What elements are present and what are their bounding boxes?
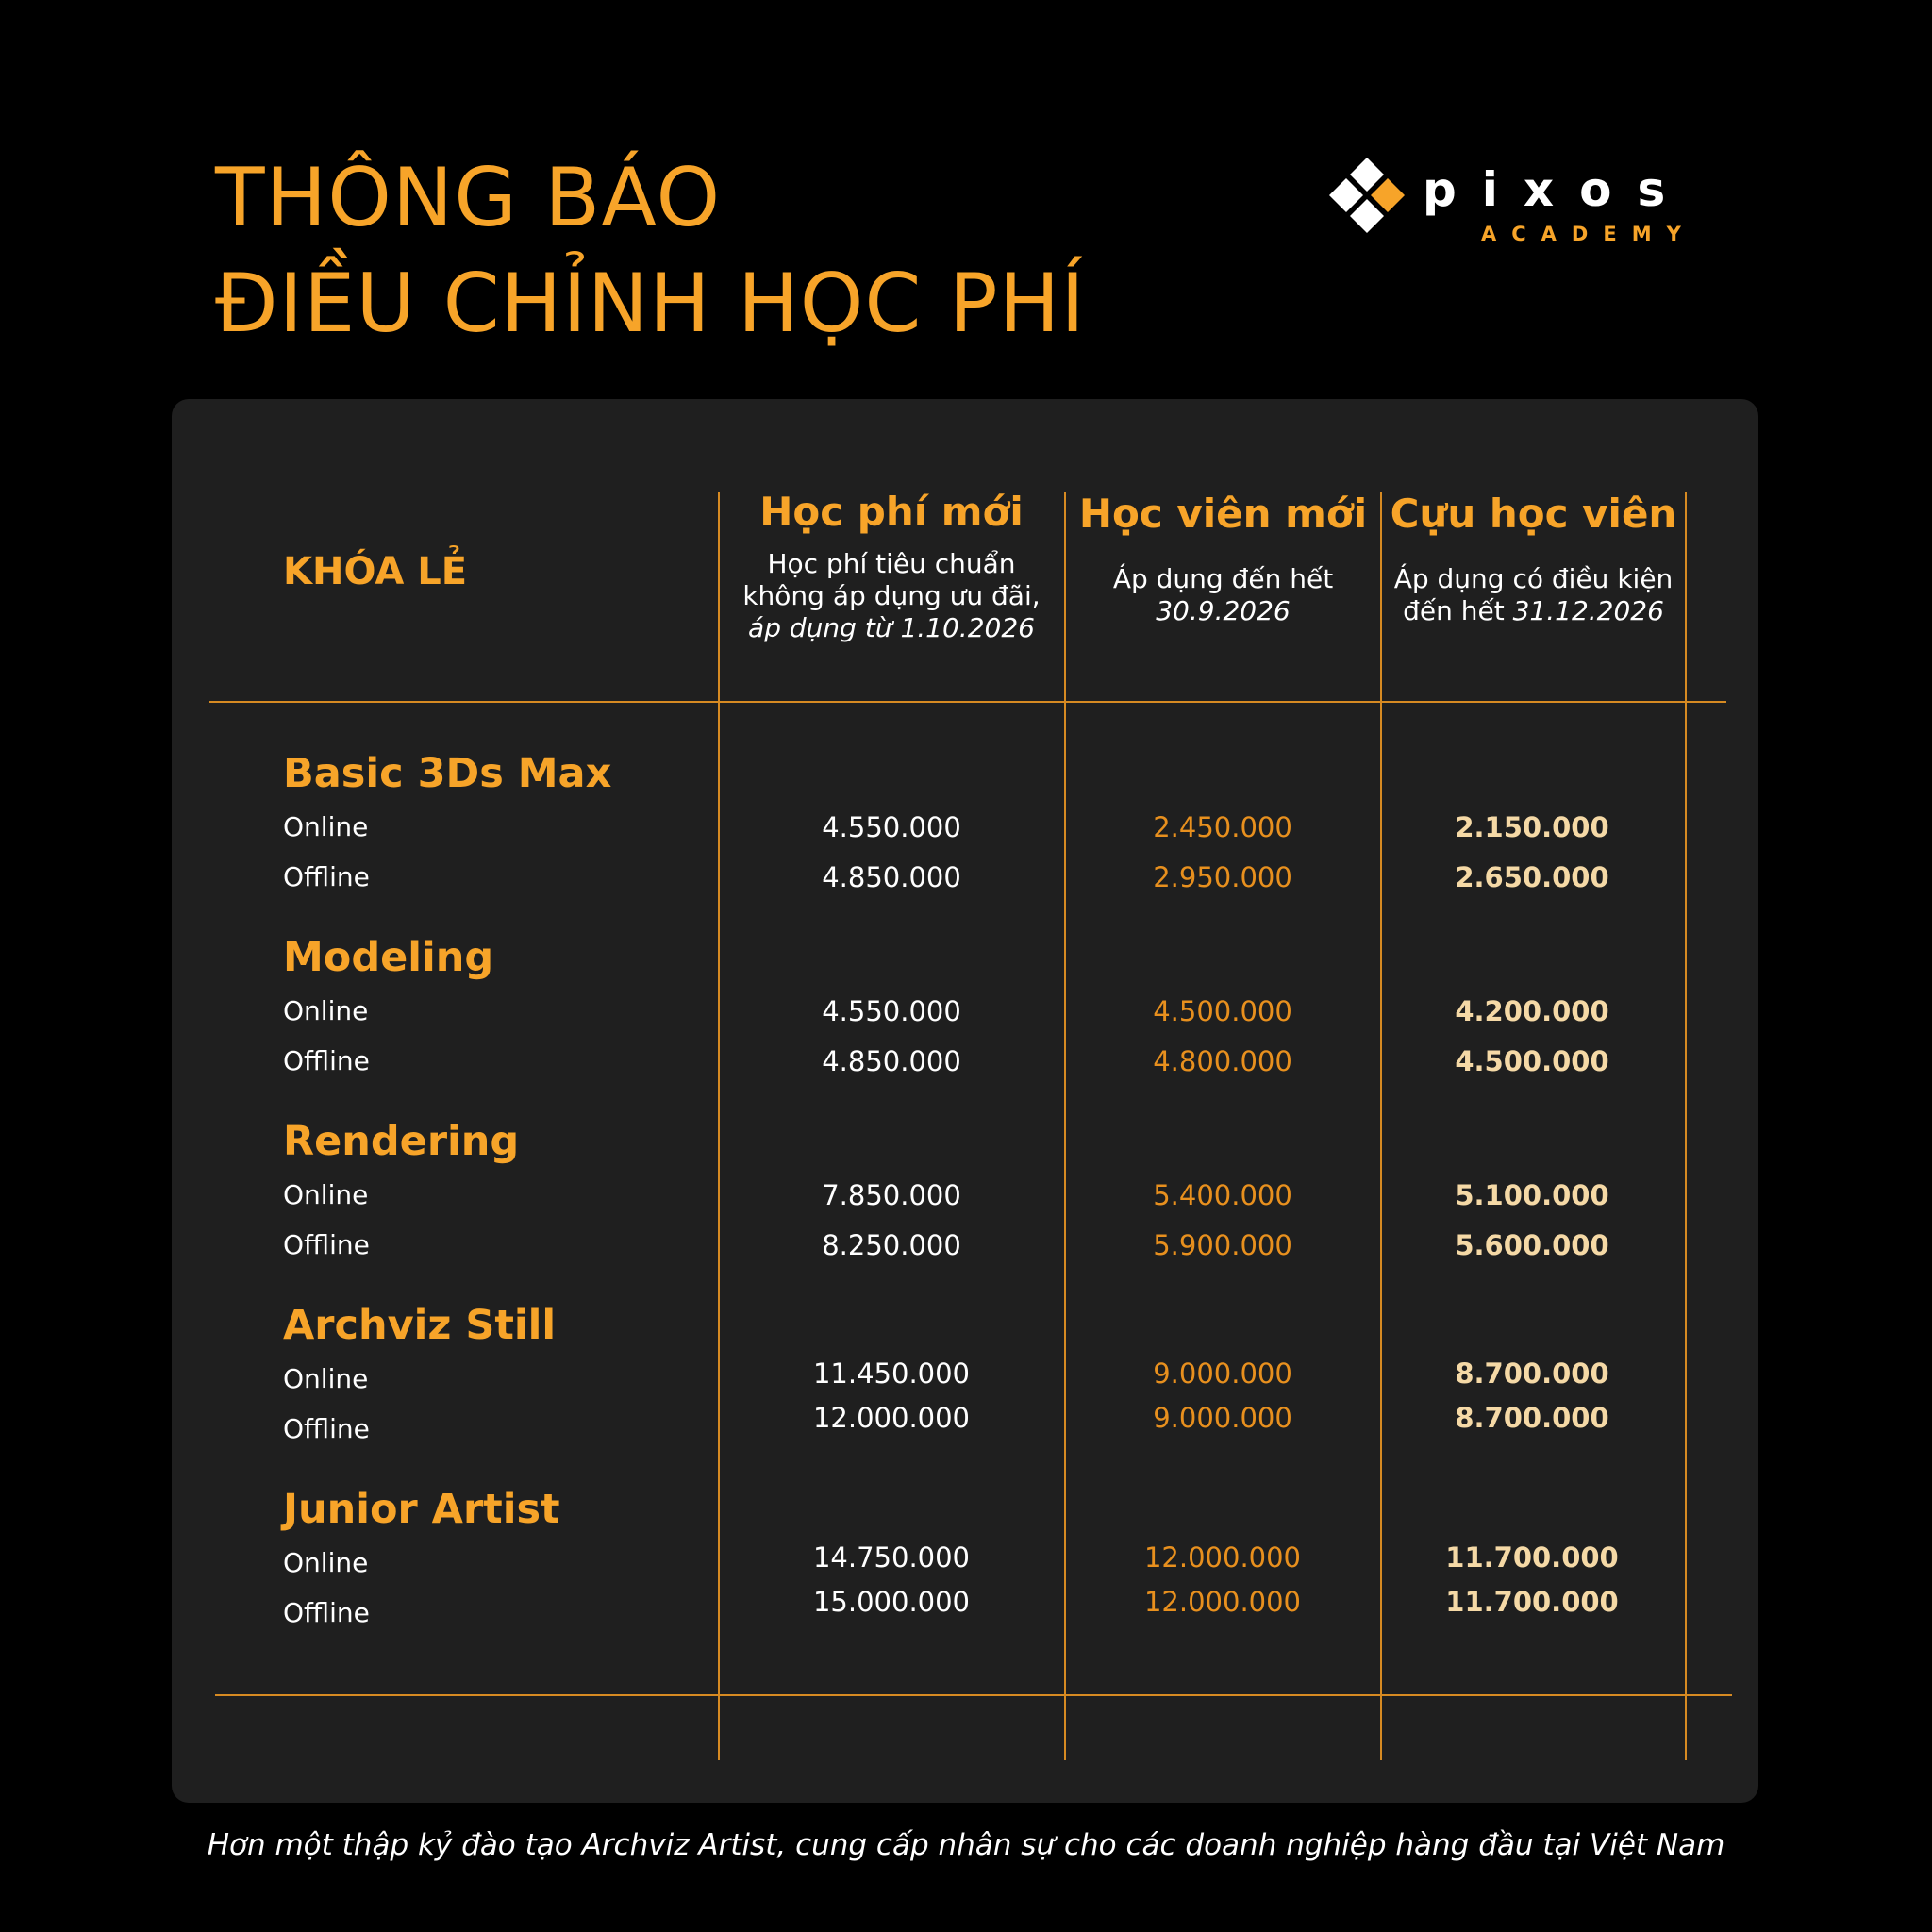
course-mode-label: Online (283, 811, 369, 842)
course-mode-label: Online (283, 1363, 369, 1394)
course-mode-label: Offline (283, 1229, 370, 1260)
footer-tagline: Hơn một thập kỷ đào tạo Archviz Artist, cung cấp nhân sự cho các doanh nghiệp hàng đầu tại Việt Nam (207, 1828, 1725, 1862)
note-line: Học phí tiêu chuẩn (767, 548, 1016, 579)
note-line: 30.9.2026 (1156, 595, 1291, 626)
new-student-fee-cell: 2.450.000 (1153, 811, 1292, 843)
new-fee-cell: 4.550.000 (822, 995, 961, 1027)
new-student-fee-cell: 2.950.000 (1153, 861, 1292, 893)
course-mode-label: Offline (283, 1045, 370, 1076)
course-mode-label: Offline (283, 861, 370, 892)
course-name: Modeling (283, 934, 494, 981)
column-title: Cựu học viên (1390, 491, 1677, 537)
column-divider (718, 492, 720, 1760)
alumni-fee-cell: 4.500.000 (1455, 1045, 1609, 1077)
column-header-new-fee (720, 489, 1063, 644)
new-fee-cell: 4.850.000 (822, 1045, 961, 1077)
new-fee-cell: 8.250.000 (822, 1229, 961, 1261)
table-bottom-line (215, 1694, 1732, 1696)
alumni-fee-cell: 4.200.000 (1455, 995, 1609, 1027)
new-student-fee-cell: 5.400.000 (1153, 1179, 1292, 1211)
course-mode-label: Online (283, 1547, 369, 1578)
column-note (1382, 563, 1685, 627)
page-title-line1: THÔNG BÁO (215, 151, 722, 245)
column-header-new-student (1066, 491, 1380, 627)
new-fee-cell: 12.000.000 (812, 1402, 971, 1434)
note-line: Áp dụng có điều kiện (1393, 563, 1674, 594)
new-student-fee-cell: 12.000.000 (1143, 1541, 1302, 1574)
alumni-fee-cell: 5.600.000 (1455, 1229, 1609, 1261)
new-student-fee-cell: 4.800.000 (1153, 1045, 1292, 1077)
new-student-fee-cell: 4.500.000 (1153, 995, 1292, 1027)
logo-wordmark: pixos (1423, 162, 1691, 217)
new-student-fee-cell: 9.000.000 (1153, 1357, 1292, 1390)
note-line: áp dụng từ 1.10.2026 (748, 612, 1035, 643)
alumni-fee-cell: 2.650.000 (1455, 861, 1609, 893)
new-fee-cell: 4.550.000 (822, 811, 961, 843)
new-student-fee-cell: 12.000.000 (1143, 1586, 1302, 1618)
course-mode-label: Offline (283, 1413, 370, 1444)
course-mode-label: Offline (283, 1597, 370, 1628)
new-fee-cell: 11.450.000 (812, 1357, 971, 1390)
alumni-fee-cell: 5.100.000 (1455, 1179, 1609, 1211)
new-student-fee-cell: 5.900.000 (1153, 1229, 1292, 1261)
new-student-fee-cell: 9.000.000 (1153, 1402, 1292, 1434)
alumni-fee-cell: 8.700.000 (1455, 1357, 1609, 1390)
note-prefix: đến hết (1403, 595, 1505, 626)
logo-subtitle: ACADEMY (1481, 223, 1696, 245)
alumni-fee-cell: 2.150.000 (1455, 811, 1609, 843)
note-line: Áp dụng đến hết (1112, 563, 1334, 594)
column-title: Học viên mới (1078, 491, 1368, 537)
new-fee-cell: 7.850.000 (822, 1179, 961, 1211)
new-fee-cell: 14.750.000 (812, 1541, 971, 1574)
alumni-fee-cell: 8.700.000 (1455, 1402, 1609, 1434)
column-note (1066, 563, 1380, 627)
column-divider (1685, 492, 1687, 1760)
pixos-diamond-logo-icon (1324, 153, 1409, 238)
column-header-alumni (1382, 491, 1685, 627)
note-date: 31.12.2026 (1512, 595, 1664, 626)
column-divider (1064, 492, 1066, 1760)
course-mode-label: Online (283, 995, 369, 1026)
header-separator (209, 701, 1726, 703)
section-label: KHÓA LẺ (283, 550, 468, 593)
new-fee-cell: 4.850.000 (822, 861, 961, 893)
alumni-fee-cell: 11.700.000 (1445, 1586, 1619, 1618)
course-name: Archviz Still (283, 1302, 557, 1349)
course-mode-label: Online (283, 1179, 369, 1210)
pixos-academy-logo (1324, 153, 1696, 257)
alumni-fee-cell: 11.700.000 (1445, 1541, 1619, 1574)
new-fee-cell: 15.000.000 (812, 1586, 971, 1618)
course-name: Junior Artist (283, 1486, 560, 1533)
course-name: Rendering (283, 1118, 520, 1165)
page-title-line2: ĐIỀU CHỈNH HỌC PHÍ (215, 257, 1086, 351)
note-line (1382, 595, 1685, 627)
column-divider (1380, 492, 1382, 1760)
course-name: Basic 3Ds Max (283, 750, 612, 797)
column-title: Học phí mới (759, 489, 1024, 535)
note-line: không áp dụng ưu đãi, (742, 580, 1041, 611)
column-note (720, 548, 1063, 644)
